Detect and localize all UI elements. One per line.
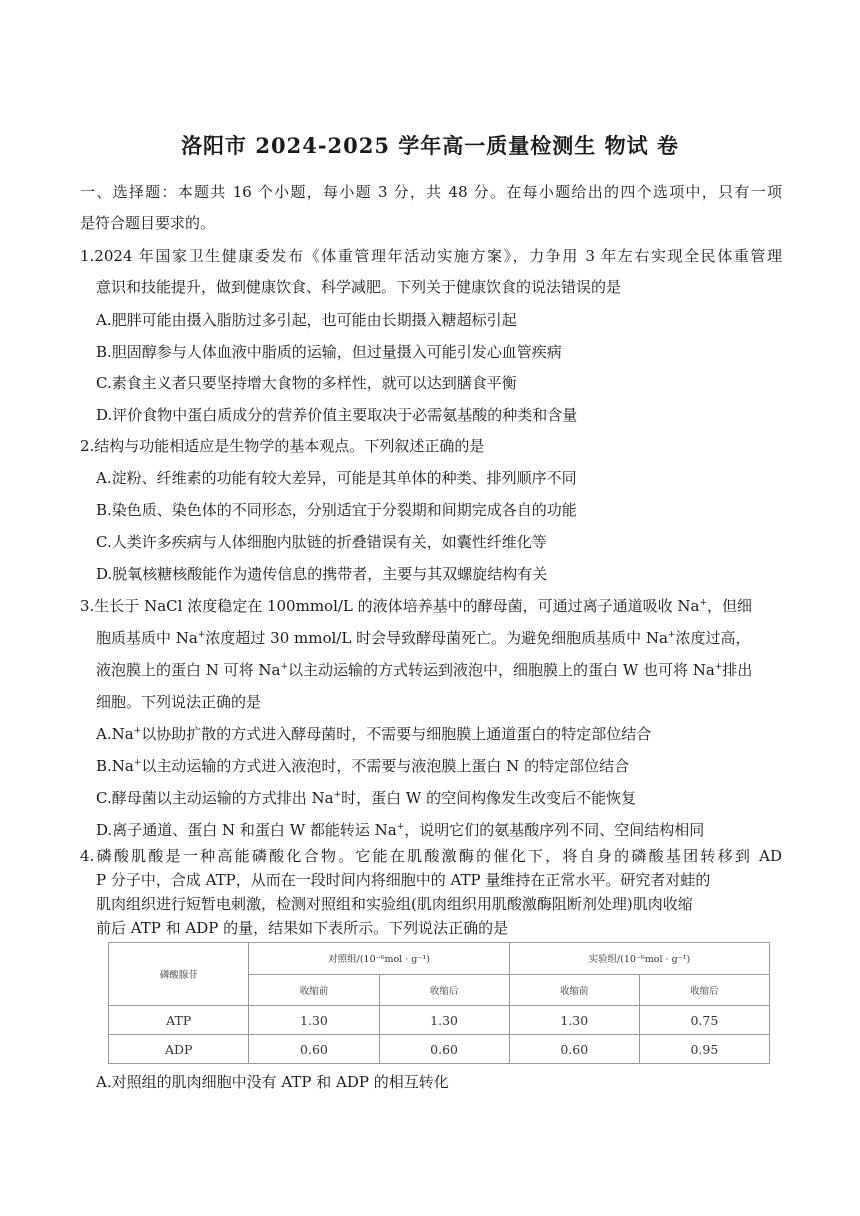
q2-option-c: C.人类许多疾病与人体细胞内肽链的折叠错误有关，如囊性纤维化等 <box>96 533 547 551</box>
table-cell: 0.95 <box>639 1035 769 1064</box>
table-cell: 0.60 <box>249 1035 379 1064</box>
q3-stem-line-2: 胞质基质中 Na+浓度超过 30 mmol/L 时会导致酵母菌死亡。为避免细胞质基质中 Na+浓度过高， <box>96 629 751 647</box>
q1-option-b: B.胆固醇参与人体血液中脂质的运输，但过量摄入可能引发心血管疾病 <box>96 343 562 361</box>
table-row <box>109 1035 770 1064</box>
table-subheader: 收缩后 <box>379 974 509 1006</box>
q2-stem: 2.结构与功能相适应是生物学的基本观点。下列叙述正确的是 <box>80 437 485 455</box>
section-instruction-line-1: 一、选择题：本题共 16 个小题，每小题 3 分，共 48 分。在每小题给出的四个选项中，只有一项 <box>80 183 782 201</box>
q4-stem-line-2: P 分子中，合成 ATP，从而在一段时间内将细胞中的 ATP 量维持在正常水平。研究者对蛙的 <box>96 871 711 889</box>
table-cell: 0.60 <box>509 1035 639 1064</box>
q3-option-b: B.Na+以主动运输的方式进入液泡时，不需要与液泡膜上蛋白 N 的特定部位结合 <box>96 757 630 775</box>
q2-option-d: D.脱氧核糖核酸能作为遗传信息的携带者，主要与其双螺旋结构有关 <box>96 565 548 583</box>
table-cell: 0.60 <box>379 1035 509 1064</box>
q4-option-a: A.对照组的肌肉细胞中没有 ATP 和 ADP 的相互转化 <box>96 1073 449 1091</box>
q1-option-a: A.肥胖可能由摄入脂肪过多引起，也可能由长期摄入糖超标引起 <box>96 311 517 329</box>
table-group-header-control: 对照组/(10⁻⁶mol · g⁻¹) <box>249 943 509 975</box>
table-cell: 1.30 <box>509 1006 639 1035</box>
q1-option-c: C.素食主义者只要坚持增大食物的多样性，就可以达到膳食平衡 <box>96 374 517 392</box>
q3-stem-line-4: 细胞。下列说法正确的是 <box>96 693 262 711</box>
q1-stem-line-2: 意识和技能提升，做到健康饮食、科学减肥。下列关于健康饮食的说法错误的是 <box>96 278 622 296</box>
table-cell: 0.75 <box>639 1006 769 1035</box>
atp-adp-table <box>108 942 770 1064</box>
q4-stem-line-1: 4.磷酸肌酸是一种高能磷酸化合物。它能在肌酸激酶的催化下，将自身的磷酸基团转移到 AD <box>80 847 782 865</box>
table-row <box>109 1006 770 1035</box>
table-cell: 1.30 <box>379 1006 509 1035</box>
table-subheader: 收缩前 <box>509 974 639 1006</box>
table-group-header-experiment: 实验组/(10⁻⁶mol · g⁻¹) <box>509 943 769 975</box>
q1-stem-line-1: 1.2024 年国家卫生健康委发布《体重管理年活动实施方案》，力争用 3 年左右实现全民体重管理 <box>80 247 782 265</box>
q4-stem-line-4: 前后 ATP 和 ADP 的量，结果如下表所示。下列说法正确的是 <box>96 919 509 937</box>
table-subheader: 收缩前 <box>249 974 379 1006</box>
table-row-label: ATP <box>109 1006 249 1035</box>
q3-option-a: A.Na+以协助扩散的方式进入酵母菌时，不需要与细胞膜上通道蛋白的特定部位结合 <box>96 725 652 743</box>
table-cell: 1.30 <box>249 1006 379 1035</box>
q3-stem-line-3: 液泡膜上的蛋白 N 可将 Na+以主动运输的方式转运到液泡中，细胞膜上的蛋白 W 也可将 Na+排出 <box>96 661 753 679</box>
q2-option-a: A.淀粉、纤维素的功能有较大差异，可能是其单体的种类、排列顺序不同 <box>96 469 577 487</box>
table-subheader: 收缩后 <box>639 974 769 1006</box>
table-corner-header: 磷酸腺苷 <box>109 943 249 1006</box>
q1-option-d: D.评价食物中蛋白质成分的营养价值主要取决于必需氨基酸的种类和含量 <box>96 406 578 424</box>
q4-stem-line-3: 肌肉组织进行短暂电刺激，检测对照组和实验组(肌肉组织用肌酸激酶阻断剂处理)肌肉收缩 <box>96 895 693 913</box>
exam-title: 洛阳市 2024-2025 学年高一质量检测生 物试 卷 <box>181 133 679 158</box>
table-row-label: ADP <box>109 1035 249 1064</box>
q2-option-b: B.染色质、染色体的不同形态，分别适宜于分裂期和间期完成各自的功能 <box>96 501 577 519</box>
q3-stem-line-1: 3.生长于 NaCl 浓度稳定在 100mmol/L 的液体培养基中的酵母菌，可通过离子通道吸收 Na+，但细 <box>80 597 753 615</box>
section-instruction-line-2: 是符合题目要求的。 <box>80 214 216 232</box>
q3-option-d: D.离子通道、蛋白 N 和蛋白 W 都能转运 Na+，说明它们的氨基酸序列不同、空间结构相同 <box>96 821 705 839</box>
q3-option-c: C.酵母菌以主动运输的方式排出 Na+时，蛋白 W 的空间构像发生改变后不能恢复 <box>96 789 637 807</box>
